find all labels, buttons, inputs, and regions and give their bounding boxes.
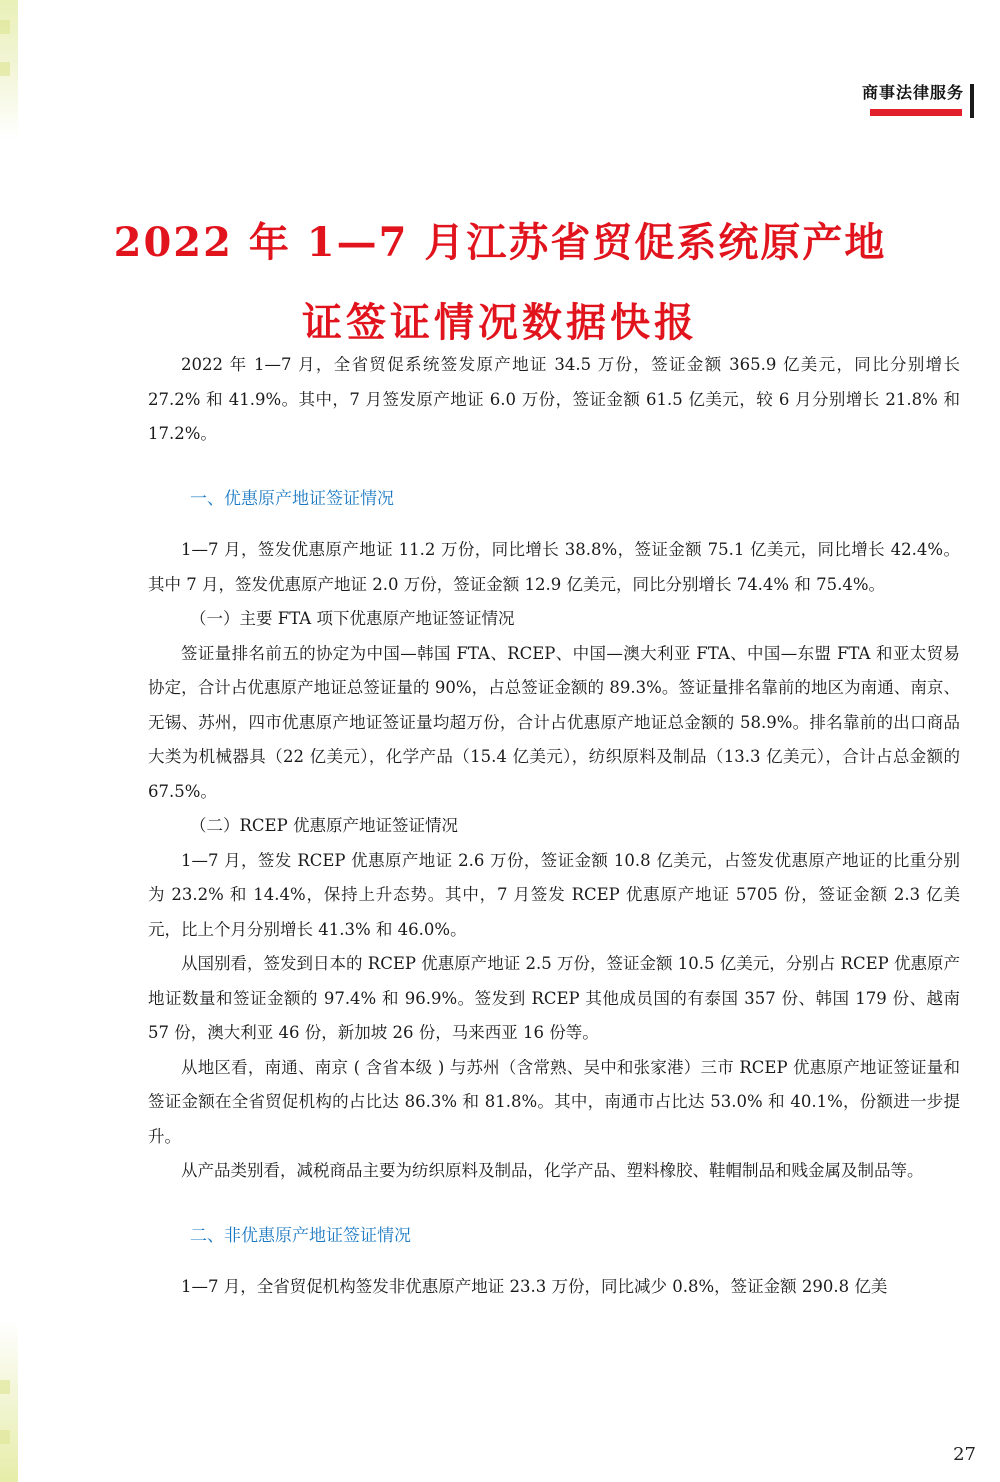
paragraph: 1—7 月，签发 RCEP 优惠原产地证 2.6 万份，签证金额 10.8 亿美元，占签发优惠原产地证的比重分别为 23.2% 和 14.4%，保持上升态势。其中，7 月签发 RCEP 优惠原产地证 5705 份，签证金额 2.3 亿美元，比上个月分别增长 41.3% 和 46.0%。 [148,850,960,939]
intro-paragraph: 2022 年 1—7 月，全省贸促系统签发原产地证 34.5 万份，签证金额 365.9 亿美元，同比分别增长 27.2% 和 41.9%。其中，7 月签发原产地证 6.0 万份，签证金额 61.5 亿美元，较 6 月分别增长 21.8% 和 17.2%。 [148,355,960,443]
header-red-underline [870,109,962,116]
subheading-fta: （一）主要 FTA 项下优惠原产地证签证情况 [190,609,515,628]
section-tag-label: 商事法律服务 [861,83,964,102]
paragraph: 1—7 月，签发优惠原产地证 11.2 万份，同比增长 38.8%，签证金额 75.1 亿美元，同比增长 42.4%。其中 7 月，签发优惠原产地证 2.0 万份，签证金额 12.9 亿美元，同比分别增长 74.4% 和 75.4%。 [148,540,960,594]
paragraph: 1—7 月，全省贸促机构签发非优惠原产地证 23.3 万份，同比减少 0.8%，签证金额 290.8 亿美 [181,1277,888,1296]
title-line-1: 2022 年 1—7 月江苏省贸促系统原产地 [113,219,887,266]
paragraph: 从产品类别看，减税商品主要为纺织原料及制品，化学产品、塑料橡胶、鞋帽制品和贱金属及制品等。 [181,1161,924,1180]
decorative-chip [0,1380,10,1394]
section-heading-preferential: 一、优惠原产地证签证情况 [190,488,394,509]
paragraph: 签证量排名前五的协定为中国—韩国 FTA、RCEP、中国—澳大利亚 FTA、中国—东盟 FTA 和亚太贸易协定，合计占优惠原产地证总签证量的 90%，占总签证金额的 89.3%。签证量排名靠前的地区为南通、南京、无锡、苏州，四市优惠原产地证签证量均超万份，合计占优惠原产地证总金额的 58.9%。排名靠前的出口商品大类为机械器具（22 亿美元），化学产品（15.4 亿美元），纺织原料及制品（13.3 亿美元），合计占总金额的 67.5%。 [148,643,960,801]
section-header-tag [862,80,974,116]
page-number: 27 [953,1444,976,1465]
header-vertical-bar [970,84,974,118]
decorative-chip [0,62,10,76]
decorative-strip-bottom [0,1320,18,1482]
subheading-rcep: （二）RCEP 优惠原产地证签证情况 [190,816,458,835]
decorative-chip [0,20,10,34]
title-line-2: 证签证情况数据快报 [302,299,698,346]
section-heading-non-preferential: 二、非优惠原产地证签证情况 [190,1225,411,1246]
decorative-chip [0,1430,10,1444]
paragraph: 从国别看，签发到日本的 RCEP 优惠原产地证 2.5 万份，签证金额 10.5 亿美元，分别占 RCEP 优惠原产地证数量和签证金额的 97.4% 和 96.9%。签发到 RCEP 其他成员国的有泰国 357 份、韩国 179 份、越南 57 份，澳大利亚 46 份，新加坡 26 份，马来西亚 16 份等。 [148,954,960,1042]
article-title [60,212,940,354]
article-body [148,348,960,1305]
paragraph: 从地区看，南通、南京 ( 含省本级 ) 与苏州（含常熟、吴中和张家港）三市 RCEP 优惠原产地证签证量和签证金额在全省贸促机构的占比达 86.3% 和 81.8%。其中，南通市占比达 53.0% 和 40.1%，份额进一步提升。 [148,1057,960,1146]
